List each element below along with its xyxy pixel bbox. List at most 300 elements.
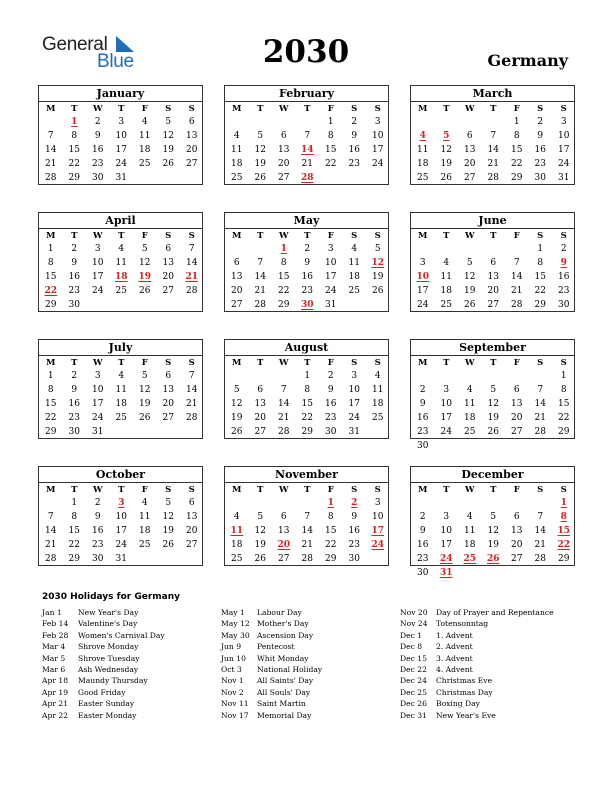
weekday-header: T xyxy=(443,231,450,241)
weekday-header: W xyxy=(278,104,289,114)
day-cell: 10 xyxy=(348,384,360,395)
day-cell: 11 xyxy=(440,271,452,282)
day-cell: 23 xyxy=(92,158,104,169)
weekday-header: T xyxy=(304,231,311,241)
day-cell: 18 xyxy=(231,539,243,550)
holiday-date: Apr 19 xyxy=(42,687,69,697)
day-cell: 13 xyxy=(254,398,266,409)
holiday-row xyxy=(400,607,554,618)
day-cell: 9 xyxy=(419,398,426,409)
holiday-day: 1 xyxy=(560,498,567,508)
day-cell: 18 xyxy=(464,539,476,550)
weekday-header: W xyxy=(278,231,289,241)
weekday-header: F xyxy=(327,358,334,368)
day-cell: 17 xyxy=(558,144,570,155)
weekday-header: F xyxy=(141,231,148,241)
holiday-date: Feb 14 xyxy=(42,619,69,629)
holiday-row xyxy=(400,687,493,698)
month-july xyxy=(38,339,203,439)
weekday-header: S xyxy=(537,485,544,495)
day-cell: 15 xyxy=(534,271,546,282)
day-cell: 20 xyxy=(464,158,476,169)
weekday-header: S xyxy=(374,358,381,368)
day-cell: 23 xyxy=(417,426,429,437)
day-cell: 22 xyxy=(534,285,546,296)
day-cell: 23 xyxy=(348,539,360,550)
holiday-date: Dec 31 xyxy=(400,710,427,720)
holiday-day: 1 xyxy=(280,244,287,254)
day-cell: 4 xyxy=(466,384,473,395)
day-cell: 30 xyxy=(348,553,360,564)
day-cell: 28 xyxy=(278,426,290,437)
holiday-row xyxy=(42,618,137,629)
day-cell: 24 xyxy=(92,412,104,423)
holiday-day: 2 xyxy=(351,498,358,508)
day-cell: 20 xyxy=(254,412,266,423)
weekday-header: T xyxy=(257,485,264,495)
holiday-row xyxy=(400,653,473,664)
day-cell: 2 xyxy=(537,117,544,127)
holiday-date: Dec 22 xyxy=(400,665,427,674)
day-cell: 19 xyxy=(254,158,266,169)
holiday-name: Boxing Day xyxy=(436,699,480,709)
day-cell: 5 xyxy=(490,384,497,395)
day-cell: 17 xyxy=(115,525,127,536)
day-cell: 23 xyxy=(301,285,313,296)
day-cell: 15 xyxy=(278,271,290,282)
weekday-header: T xyxy=(257,358,264,368)
weekday-header: S xyxy=(560,104,567,114)
day-cell: 26 xyxy=(162,158,174,169)
holiday-row xyxy=(221,630,313,641)
day-cell: 22 xyxy=(301,412,313,423)
day-cell: 10 xyxy=(92,257,104,268)
day-cell: 23 xyxy=(417,553,429,564)
day-cell: 14 xyxy=(186,257,198,268)
holiday-row xyxy=(221,687,310,698)
weekday-header: T xyxy=(71,104,78,114)
brand-name-blue: Blue xyxy=(97,51,134,72)
day-cell: 5 xyxy=(165,117,172,127)
holiday-name: New Year's Eve xyxy=(436,710,496,720)
month-title: October xyxy=(39,467,202,483)
weekday-header: S xyxy=(374,231,381,241)
day-cell: 5 xyxy=(233,384,240,395)
day-cell: 11 xyxy=(139,511,151,522)
holiday-date: Mar 4 xyxy=(42,642,66,652)
day-cell: 2 xyxy=(327,371,334,381)
month-title: December xyxy=(411,467,574,483)
day-cell: 8 xyxy=(560,384,567,395)
weekday-header: S xyxy=(374,104,381,114)
holiday-day: 25 xyxy=(463,553,477,564)
holiday-row xyxy=(42,607,138,618)
day-cell: 23 xyxy=(92,539,104,550)
weekday-header: W xyxy=(464,104,475,114)
holiday-name: 3. Advent xyxy=(436,653,473,663)
weekday-header: T xyxy=(118,104,125,114)
holiday-day: 28 xyxy=(300,172,314,183)
day-cell: 2 xyxy=(351,117,358,127)
month-january xyxy=(38,85,203,185)
day-cell: 10 xyxy=(92,384,104,395)
weekday-header: T xyxy=(257,231,264,241)
day-cell: 12 xyxy=(139,257,151,268)
day-cell: 13 xyxy=(186,511,198,522)
day-cell: 28 xyxy=(487,172,499,183)
day-cell: 22 xyxy=(325,158,337,169)
holiday-date: Dec 1 xyxy=(400,630,423,640)
weekday-header: S xyxy=(374,485,381,495)
holiday-day: 21 xyxy=(185,271,199,282)
day-cell: 4 xyxy=(141,498,148,508)
holiday-date: Dec 8 xyxy=(400,642,423,652)
day-cell: 17 xyxy=(92,398,104,409)
day-cell: 3 xyxy=(351,371,358,381)
weekday-header: S xyxy=(165,104,172,114)
day-cell: 15 xyxy=(301,398,313,409)
day-cell: 12 xyxy=(162,511,174,522)
day-cell: 28 xyxy=(511,299,523,310)
month-may xyxy=(224,212,389,312)
holiday-day: 14 xyxy=(300,144,314,155)
holiday-name: 2. Advent xyxy=(436,642,473,652)
day-cell: 4 xyxy=(118,244,125,254)
day-cell: 10 xyxy=(372,511,384,522)
day-cell: 9 xyxy=(71,257,78,268)
day-cell: 9 xyxy=(419,525,426,536)
day-cell: 9 xyxy=(304,257,311,268)
day-cell: 17 xyxy=(440,539,452,550)
day-cell: 24 xyxy=(417,299,429,310)
day-cell: 13 xyxy=(162,257,174,268)
day-cell: 27 xyxy=(231,299,243,310)
day-cell: 3 xyxy=(118,117,125,127)
day-cell: 27 xyxy=(186,158,198,169)
weekday-header: S xyxy=(165,358,172,368)
day-cell: 28 xyxy=(186,285,198,296)
day-cell: 28 xyxy=(186,412,198,423)
weekday-header: T xyxy=(304,485,311,495)
day-cell: 24 xyxy=(115,539,127,550)
day-cell: 1 xyxy=(537,244,544,254)
day-cell: 25 xyxy=(440,299,452,310)
day-cell: 11 xyxy=(115,257,127,268)
day-cell: 12 xyxy=(440,144,452,155)
holiday-name: Totensonntag xyxy=(436,619,489,629)
weekday-header: T xyxy=(118,485,125,495)
day-cell: 31 xyxy=(92,426,104,437)
day-cell: 18 xyxy=(115,398,127,409)
day-cell: 14 xyxy=(45,144,57,155)
day-cell: 1 xyxy=(304,371,311,381)
day-cell: 11 xyxy=(115,384,127,395)
holiday-name: Valentine's Day xyxy=(78,619,138,629)
day-cell: 2 xyxy=(94,117,101,127)
day-cell: 31 xyxy=(558,172,570,183)
day-cell: 19 xyxy=(440,158,452,169)
holiday-name: All Souls' Day xyxy=(257,687,311,697)
weekday-header: F xyxy=(513,231,520,241)
day-cell: 19 xyxy=(254,539,266,550)
calendar-country: Germany xyxy=(487,51,568,70)
day-cell: 30 xyxy=(68,426,80,437)
day-cell: 21 xyxy=(254,285,266,296)
month-october xyxy=(38,466,203,566)
day-cell: 29 xyxy=(45,299,57,310)
day-cell: 9 xyxy=(537,130,544,141)
day-cell: 13 xyxy=(464,144,476,155)
day-cell: 8 xyxy=(304,384,311,395)
day-cell: 22 xyxy=(68,158,80,169)
day-cell: 25 xyxy=(348,285,360,296)
holiday-date: Dec 25 xyxy=(400,687,427,697)
weekday-header: T xyxy=(71,485,78,495)
day-cell: 22 xyxy=(278,285,290,296)
day-cell: 6 xyxy=(513,384,520,395)
day-cell: 9 xyxy=(71,384,78,395)
day-cell: 31 xyxy=(115,172,127,183)
holiday-date: Apr 21 xyxy=(42,699,69,709)
day-cell: 7 xyxy=(490,130,497,141)
day-cell: 5 xyxy=(374,244,381,254)
day-cell: 12 xyxy=(162,130,174,141)
weekday-header: W xyxy=(278,485,289,495)
day-cell: 10 xyxy=(325,257,337,268)
holiday-name: 1. Advent xyxy=(436,630,473,640)
month-september xyxy=(410,339,575,451)
day-cell: 2 xyxy=(94,498,101,508)
day-cell: 21 xyxy=(186,398,198,409)
weekday-header: T xyxy=(443,104,450,114)
weekday-header: W xyxy=(92,485,103,495)
day-cell: 21 xyxy=(301,539,313,550)
day-cell: 20 xyxy=(511,539,523,550)
month-april xyxy=(38,212,203,312)
day-cell: 6 xyxy=(466,130,473,141)
holiday-row xyxy=(42,641,138,652)
day-cell: 1 xyxy=(71,498,78,508)
day-cell: 5 xyxy=(490,511,497,522)
day-cell: 4 xyxy=(233,511,240,522)
day-cell: 17 xyxy=(417,285,429,296)
day-cell: 16 xyxy=(348,525,360,536)
day-cell: 24 xyxy=(115,158,127,169)
day-cell: 12 xyxy=(487,525,499,536)
day-cell: 25 xyxy=(115,285,127,296)
day-cell: 19 xyxy=(487,539,499,550)
month-title: June xyxy=(411,213,574,229)
holiday-row xyxy=(42,664,138,675)
weekday-header: T xyxy=(118,231,125,241)
weekday-header: T xyxy=(118,358,125,368)
holiday-day: 19 xyxy=(138,271,152,282)
day-cell: 12 xyxy=(487,398,499,409)
day-cell: 17 xyxy=(115,144,127,155)
weekday-header: M xyxy=(418,485,428,495)
day-cell: 26 xyxy=(139,285,151,296)
day-cell: 11 xyxy=(139,130,151,141)
holiday-name: Women's Carnival Day xyxy=(78,630,165,640)
day-cell: 11 xyxy=(348,257,360,268)
weekday-header: S xyxy=(537,104,544,114)
day-cell: 1 xyxy=(47,371,54,381)
day-cell: 28 xyxy=(45,172,57,183)
holiday-day: 10 xyxy=(416,271,430,282)
month-february xyxy=(224,85,389,185)
day-cell: 6 xyxy=(165,371,172,381)
day-cell: 20 xyxy=(162,398,174,409)
day-cell: 23 xyxy=(558,285,570,296)
holiday-date: Nov 2 xyxy=(221,687,244,697)
day-cell: 8 xyxy=(327,511,334,522)
day-cell: 15 xyxy=(511,144,523,155)
day-cell: 13 xyxy=(162,384,174,395)
month-december xyxy=(410,466,575,578)
day-cell: 28 xyxy=(45,553,57,564)
day-cell: 6 xyxy=(188,117,195,127)
holiday-row xyxy=(221,653,309,664)
holiday-row xyxy=(42,630,165,641)
holiday-day: 3 xyxy=(118,498,125,508)
day-cell: 21 xyxy=(301,158,313,169)
weekday-header: M xyxy=(232,485,242,495)
holiday-date: Feb 28 xyxy=(42,630,69,640)
day-cell: 16 xyxy=(92,525,104,536)
day-cell: 28 xyxy=(301,553,313,564)
weekday-header: M xyxy=(46,358,56,368)
day-cell: 27 xyxy=(464,172,476,183)
day-cell: 27 xyxy=(278,553,290,564)
holiday-row xyxy=(400,630,473,641)
day-cell: 15 xyxy=(68,144,80,155)
weekday-header: S xyxy=(351,485,358,495)
day-cell: 17 xyxy=(372,144,384,155)
holiday-row xyxy=(400,710,496,721)
weekday-header: W xyxy=(92,358,103,368)
holiday-name: Ascension Day xyxy=(257,630,314,640)
day-cell: 23 xyxy=(534,158,546,169)
day-cell: 13 xyxy=(186,130,198,141)
day-cell: 30 xyxy=(417,567,429,578)
day-cell: 25 xyxy=(115,412,127,423)
day-cell: 7 xyxy=(304,511,311,522)
weekday-header: W xyxy=(464,485,475,495)
day-cell: 28 xyxy=(534,553,546,564)
day-cell: 18 xyxy=(440,285,452,296)
holiday-name: Easter Sunday xyxy=(78,699,135,709)
day-cell: 5 xyxy=(466,257,473,268)
weekday-header: F xyxy=(141,358,148,368)
day-cell: 24 xyxy=(348,412,360,423)
day-cell: 19 xyxy=(464,285,476,296)
holiday-date: Apr 22 xyxy=(42,710,69,720)
month-november xyxy=(224,466,389,566)
day-cell: 31 xyxy=(115,553,127,564)
day-cell: 13 xyxy=(278,525,290,536)
day-cell: 18 xyxy=(139,525,151,536)
day-cell: 29 xyxy=(558,553,570,564)
month-august xyxy=(224,339,389,439)
day-cell: 29 xyxy=(68,553,80,564)
day-cell: 16 xyxy=(417,412,429,423)
day-cell: 25 xyxy=(231,553,243,564)
day-cell: 20 xyxy=(186,144,198,155)
weekday-header: T xyxy=(71,231,78,241)
weekday-header: T xyxy=(304,358,311,368)
day-cell: 27 xyxy=(487,299,499,310)
day-cell: 6 xyxy=(165,244,172,254)
day-cell: 18 xyxy=(464,412,476,423)
day-cell: 27 xyxy=(254,426,266,437)
day-cell: 14 xyxy=(487,144,499,155)
weekday-header: F xyxy=(513,358,520,368)
holiday-name: New Year's Day xyxy=(78,608,139,617)
day-cell: 6 xyxy=(490,257,497,268)
holiday-name: Maundy Thursday xyxy=(78,676,148,686)
day-cell: 7 xyxy=(47,511,54,522)
holiday-name: Labour Day xyxy=(257,608,302,617)
holiday-day: 22 xyxy=(557,539,571,550)
day-cell: 29 xyxy=(558,426,570,437)
day-cell: 21 xyxy=(487,158,499,169)
day-cell: 11 xyxy=(417,144,429,155)
day-cell: 14 xyxy=(511,271,523,282)
day-cell: 23 xyxy=(325,412,337,423)
day-cell: 24 xyxy=(325,285,337,296)
holiday-date: Nov 24 xyxy=(400,619,428,629)
day-cell: 8 xyxy=(513,130,520,141)
holiday-day: 18 xyxy=(114,271,128,282)
day-cell: 4 xyxy=(141,117,148,127)
day-cell: 20 xyxy=(186,525,198,536)
day-cell: 3 xyxy=(327,244,334,254)
holiday-name: All Saints' Day xyxy=(257,676,314,686)
day-cell: 29 xyxy=(68,172,80,183)
month-title: September xyxy=(411,340,574,356)
month-title: February xyxy=(225,86,388,102)
holiday-date: Mar 5 xyxy=(42,653,66,663)
day-cell: 8 xyxy=(71,511,78,522)
day-cell: 25 xyxy=(464,426,476,437)
holiday-name: Shrove Monday xyxy=(78,642,139,652)
holiday-row xyxy=(221,607,302,618)
day-cell: 2 xyxy=(71,244,78,254)
day-cell: 18 xyxy=(348,271,360,282)
day-cell: 12 xyxy=(254,525,266,536)
month-title: July xyxy=(39,340,202,356)
holiday-name: Shrove Tuesday xyxy=(78,653,140,663)
day-cell: 6 xyxy=(280,130,287,141)
day-cell: 1 xyxy=(560,371,567,381)
month-title: May xyxy=(225,213,388,229)
day-cell: 3 xyxy=(374,498,381,508)
day-cell: 21 xyxy=(534,412,546,423)
day-cell: 4 xyxy=(443,257,450,268)
day-cell: 26 xyxy=(487,426,499,437)
holiday-day: 1 xyxy=(327,498,334,508)
holiday-name: Christmas Day xyxy=(436,687,493,697)
day-cell: 14 xyxy=(45,525,57,536)
day-cell: 15 xyxy=(558,398,570,409)
holiday-name: Pentecost xyxy=(257,642,295,652)
weekday-header: T xyxy=(443,485,450,495)
day-cell: 8 xyxy=(280,257,287,268)
holiday-row xyxy=(400,698,480,709)
holiday-date: Apr 18 xyxy=(42,676,69,686)
holiday-name: Ash Wednesday xyxy=(78,665,139,674)
weekday-header: T xyxy=(443,358,450,368)
